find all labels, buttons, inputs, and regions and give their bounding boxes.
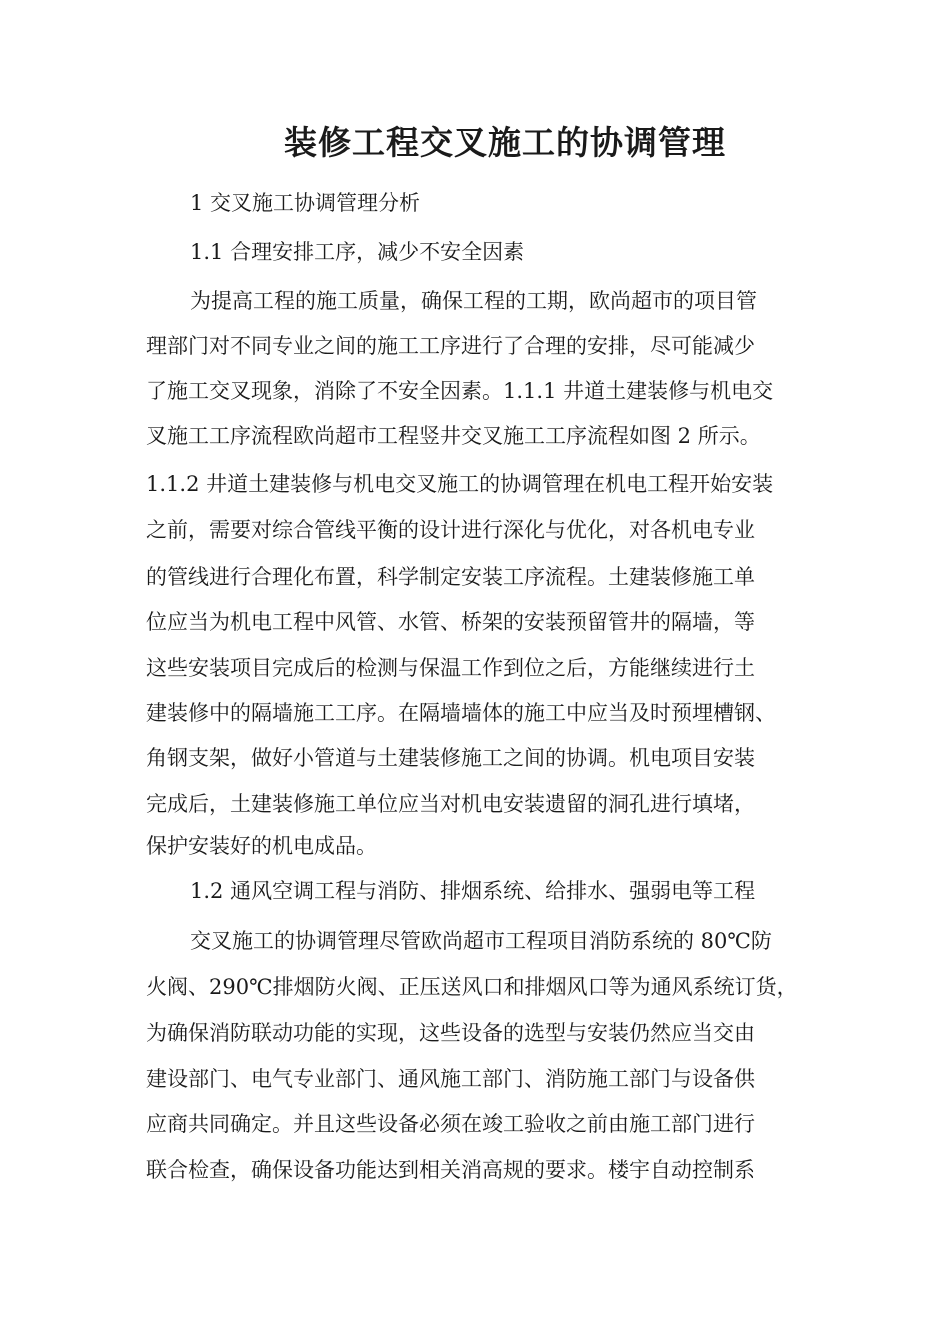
paragraph-line: 火阀、290℃排烟防火阀、正压送风口和排烟风口等为通风系统订货，: [146, 975, 798, 999]
document-title: 装修工程交叉施工的协调管理: [284, 123, 726, 162]
paragraph-line: 应商共同确定。并且这些设备必须在竣工验收之前由施工部门进行: [146, 1112, 755, 1136]
paragraph-line: 为提高工程的施工质量，确保工程的工期，欧尚超市的项目管: [190, 289, 757, 313]
heading-1-2: 1.2 通风空调工程与消防、排烟系统、给排水、强弱电等工程: [190, 879, 756, 903]
heading-1-1: 1.1 合理安排工序，减少不安全因素: [190, 240, 525, 264]
paragraph-line: 的管线进行合理化布置，科学制定安装工序流程。土建装修施工单: [146, 565, 755, 589]
paragraph-line: 之前，需要对综合管线平衡的设计进行深化与优化，对各机电专业: [146, 518, 755, 542]
paragraph-line: 完成后，土建装修施工单位应当对机电安装遗留的洞孔进行填堵，: [146, 792, 755, 816]
heading-1: 1 交叉施工协调管理分析: [190, 191, 421, 215]
paragraph-line: 叉施工工序流程欧尚超市工程竖井交叉施工工序流程如图 2 所示。: [146, 424, 761, 448]
paragraph-line: 建设部门、电气专业部门、通风施工部门、消防施工部门与设备供: [146, 1067, 755, 1091]
paragraph-line: 位应当为机电工程中风管、水管、桥架的安装预留管井的隔墙，等: [146, 610, 755, 634]
paragraph-line: 保护安装好的机电成品。: [146, 834, 377, 858]
paragraph-line: 交叉施工的协调管理尽管欧尚超市工程项目消防系统的 80℃防: [190, 929, 772, 953]
paragraph-line: 这些安装项目完成后的检测与保温工作到位之后，方能继续进行土: [146, 656, 755, 680]
paragraph-line: 联合检查，确保设备功能达到相关消高规的要求。楼宇自动控制系: [146, 1158, 755, 1182]
paragraph-line: 理部门对不同专业之间的施工工序进行了合理的安排，尽可能减少: [146, 334, 755, 358]
paragraph-line: 1.1.2 井道土建装修与机电交叉施工的协调管理在机电工程开始安装: [146, 472, 774, 496]
paragraph-line: 角钢支架，做好小管道与土建装修施工之间的协调。机电项目安装: [146, 746, 755, 770]
paragraph-line: 建装修中的隔墙施工工序。在隔墙墙体的施工中应当及时预埋槽钢、: [146, 701, 776, 725]
paragraph-line: 了施工交叉现象，消除了不安全因素。1.1.1 井道土建装修与机电交: [146, 379, 774, 403]
paragraph-line: 为确保消防联动功能的实现，这些设备的选型与安装仍然应当交由: [146, 1021, 755, 1045]
